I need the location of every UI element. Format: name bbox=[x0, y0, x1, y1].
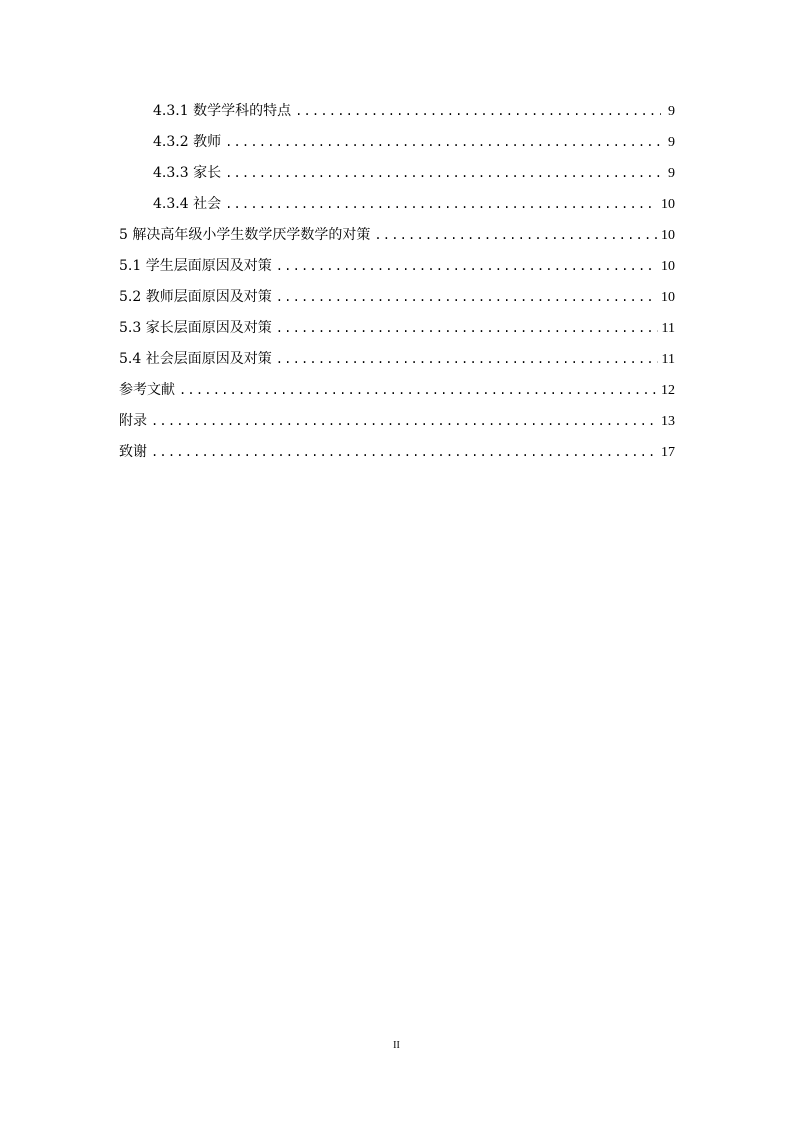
toc-dot-leader bbox=[276, 251, 657, 282]
toc-entry-4-3-2[interactable] bbox=[119, 127, 675, 158]
toc-dot-leader bbox=[225, 189, 657, 220]
toc-entry-4-3-4[interactable] bbox=[119, 189, 675, 220]
toc-entry-5-2[interactable] bbox=[119, 282, 675, 313]
toc-entry-5-3[interactable] bbox=[119, 313, 675, 344]
toc-entry-title: 5 解决高年级小学生数学厌学数学的对策 bbox=[119, 227, 371, 243]
toc-entry-page: 9 bbox=[668, 166, 675, 181]
toc-entry-title: 4.3.3 家长 bbox=[153, 165, 222, 181]
toc-entry-5-1[interactable] bbox=[119, 251, 675, 282]
toc-entry-page: 9 bbox=[668, 135, 675, 150]
toc-entry-title: 5.1 学生层面原因及对策 bbox=[119, 258, 272, 274]
table-of-contents bbox=[119, 96, 675, 468]
toc-entry-page: 10 bbox=[661, 228, 675, 243]
toc-dot-leader bbox=[276, 282, 657, 313]
toc-dot-leader bbox=[374, 220, 657, 251]
toc-dot-leader bbox=[179, 375, 657, 406]
toc-entry-appendix[interactable] bbox=[119, 406, 675, 437]
toc-entry-page: 17 bbox=[661, 445, 675, 460]
toc-entry-page: 10 bbox=[661, 290, 675, 305]
toc-entry-acknowledgements[interactable] bbox=[119, 437, 675, 468]
toc-dot-leader bbox=[276, 344, 658, 375]
toc-entry-title: 参考文献 bbox=[119, 382, 175, 398]
toc-entry-page: 13 bbox=[661, 414, 675, 429]
toc-entry-page: 9 bbox=[668, 104, 675, 119]
toc-entry-page: 10 bbox=[661, 259, 675, 274]
toc-entry-title: 4.3.2 教师 bbox=[153, 134, 222, 150]
toc-dot-leader bbox=[151, 406, 657, 437]
toc-dot-leader bbox=[151, 437, 657, 468]
toc-entry-title: 5.2 教师层面原因及对策 bbox=[119, 289, 272, 305]
toc-entry-title: 5.3 家长层面原因及对策 bbox=[119, 320, 272, 336]
toc-entry-5-4[interactable] bbox=[119, 344, 675, 375]
toc-entry-title: 附录 bbox=[119, 413, 147, 429]
toc-entry-title: 4.3.1 数学学科的特点 bbox=[153, 103, 292, 119]
toc-entry-references[interactable] bbox=[119, 375, 675, 406]
toc-entry-4-3-3[interactable] bbox=[119, 158, 675, 189]
toc-entry-title: 致谢 bbox=[119, 444, 147, 460]
toc-dot-leader bbox=[225, 158, 661, 189]
toc-dot-leader bbox=[295, 96, 661, 127]
toc-entry-title: 5.4 社会层面原因及对策 bbox=[119, 351, 272, 367]
page-number: II bbox=[393, 1040, 400, 1051]
toc-entry-title: 4.3.4 社会 bbox=[153, 196, 222, 212]
toc-dot-leader bbox=[225, 127, 661, 158]
toc-entry-4-3-1[interactable] bbox=[119, 96, 675, 127]
toc-entry-5[interactable] bbox=[119, 220, 675, 251]
toc-dot-leader bbox=[276, 313, 658, 344]
toc-entry-page: 11 bbox=[661, 321, 675, 336]
toc-entry-page: 12 bbox=[661, 383, 675, 398]
toc-entry-page: 11 bbox=[661, 352, 675, 367]
toc-entry-page: 10 bbox=[661, 197, 675, 212]
